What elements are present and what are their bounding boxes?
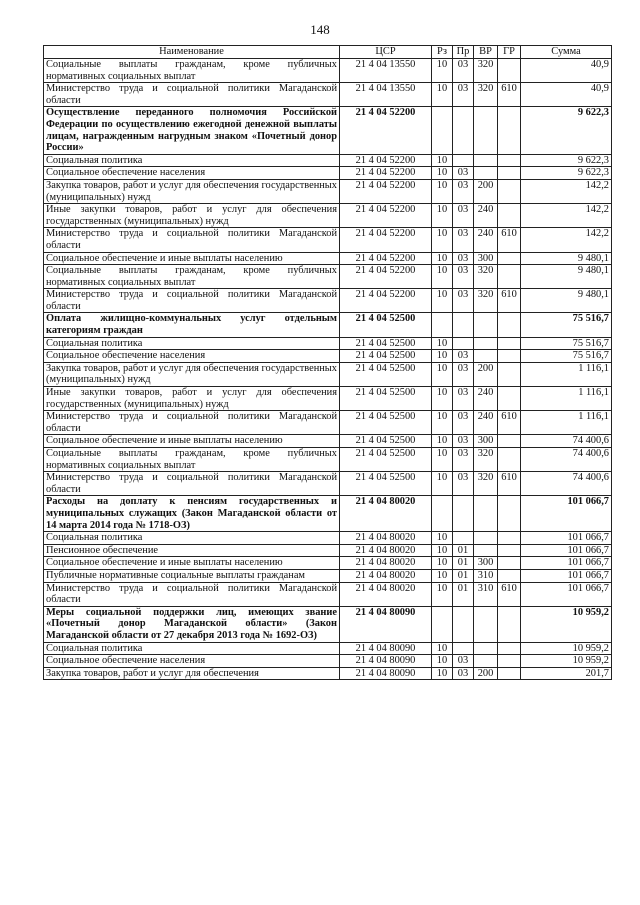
cell-csr: 21 4 04 52200 <box>340 179 432 203</box>
cell-pr: 03 <box>453 448 474 472</box>
cell-gr <box>498 606 521 642</box>
cell-vr <box>474 655 498 668</box>
cell-vr <box>474 350 498 363</box>
header-rz: Рз <box>432 46 453 59</box>
cell-vr: 300 <box>474 435 498 448</box>
table-row <box>44 362 612 386</box>
cell-vr: 320 <box>474 59 498 83</box>
cell-name: Расходы на доплату к пенсиям государственных и муниципальных служащих (Закон Магаданской области от 14 марта 2014 года № 1718-ОЗ) <box>44 496 340 532</box>
cell-name: Осуществление переданного полномочия Российской Федерации по осуществлению ежегодной денежной выплаты лицам, награжденным нагрудным знаком «Почетный донор России» <box>44 107 340 154</box>
table-row <box>44 606 612 642</box>
cell-name: Социальные выплаты гражданам, кроме публичных нормативных социальных выплат <box>44 448 340 472</box>
cell-vr: 310 <box>474 582 498 606</box>
cell-pr: 03 <box>453 167 474 180</box>
cell-name: Оплата жилищно-коммунальных услуг отдельным категориям граждан <box>44 313 340 337</box>
cell-vr <box>474 544 498 557</box>
table-header-row <box>44 46 612 59</box>
cell-vr <box>474 167 498 180</box>
cell-sum: 142,2 <box>521 179 612 203</box>
cell-sum: 40,9 <box>521 59 612 83</box>
table-row <box>44 179 612 203</box>
cell-csr: 21 4 04 13550 <box>340 83 432 107</box>
cell-gr <box>498 350 521 363</box>
cell-vr: 240 <box>474 204 498 228</box>
cell-name: Иные закупки товаров, работ и услуг для обеспечения государственных (муниципальных) нужд <box>44 387 340 411</box>
table-row <box>44 313 612 337</box>
cell-csr: 21 4 04 52500 <box>340 448 432 472</box>
cell-pr: 03 <box>453 435 474 448</box>
cell-sum: 1 116,1 <box>521 411 612 435</box>
cell-csr: 21 4 04 80090 <box>340 642 432 655</box>
cell-csr: 21 4 04 80090 <box>340 667 432 680</box>
cell-pr: 01 <box>453 557 474 570</box>
cell-gr: 610 <box>498 228 521 252</box>
cell-name: Социальное обеспечение и иные выплаты населению <box>44 252 340 265</box>
table-row <box>44 337 612 350</box>
cell-vr: 300 <box>474 557 498 570</box>
cell-gr <box>498 107 521 154</box>
cell-gr <box>498 667 521 680</box>
cell-vr <box>474 642 498 655</box>
cell-gr <box>498 179 521 203</box>
cell-csr: 21 4 04 52500 <box>340 387 432 411</box>
cell-rz: 10 <box>432 167 453 180</box>
cell-name: Министерство труда и социальной политики Магаданской области <box>44 289 340 313</box>
table-row <box>44 496 612 532</box>
cell-gr <box>498 362 521 386</box>
cell-csr: 21 4 04 13550 <box>340 59 432 83</box>
cell-vr <box>474 337 498 350</box>
cell-rz: 10 <box>432 582 453 606</box>
table-row <box>44 544 612 557</box>
cell-pr: 03 <box>453 472 474 496</box>
cell-sum: 74 400,6 <box>521 472 612 496</box>
cell-gr <box>498 569 521 582</box>
cell-gr <box>498 448 521 472</box>
cell-sum: 75 516,7 <box>521 337 612 350</box>
cell-csr: 21 4 04 52200 <box>340 154 432 167</box>
cell-name: Иные закупки товаров, работ и услуг для обеспечения государственных (муниципальных) нужд <box>44 204 340 228</box>
cell-rz <box>432 606 453 642</box>
table-row <box>44 582 612 606</box>
cell-csr: 21 4 04 52200 <box>340 204 432 228</box>
cell-vr: 320 <box>474 472 498 496</box>
cell-name: Социальное обеспечение и иные выплаты населению <box>44 435 340 448</box>
table-row <box>44 83 612 107</box>
cell-gr <box>498 557 521 570</box>
cell-vr: 200 <box>474 667 498 680</box>
cell-gr <box>498 337 521 350</box>
cell-gr <box>498 642 521 655</box>
header-pr: Пр <box>453 46 474 59</box>
cell-name: Министерство труда и социальной политики Магаданской области <box>44 83 340 107</box>
cell-rz: 10 <box>432 544 453 557</box>
cell-rz: 10 <box>432 642 453 655</box>
table-row <box>44 532 612 545</box>
cell-name: Социальные выплаты гражданам, кроме публичных нормативных социальных выплат <box>44 59 340 83</box>
cell-sum: 142,2 <box>521 228 612 252</box>
cell-vr <box>474 313 498 337</box>
budget-table <box>43 45 612 680</box>
cell-rz: 10 <box>432 59 453 83</box>
cell-vr <box>474 532 498 545</box>
cell-name: Социальное обеспечение населения <box>44 350 340 363</box>
cell-rz <box>432 313 453 337</box>
cell-name: Социальное обеспечение населения <box>44 655 340 668</box>
cell-csr: 21 4 04 52500 <box>340 337 432 350</box>
table-row <box>44 472 612 496</box>
cell-sum: 201,7 <box>521 667 612 680</box>
cell-gr <box>498 532 521 545</box>
cell-pr <box>453 154 474 167</box>
cell-sum: 75 516,7 <box>521 350 612 363</box>
cell-rz: 10 <box>432 569 453 582</box>
table-row <box>44 154 612 167</box>
cell-rz: 10 <box>432 532 453 545</box>
cell-pr: 03 <box>453 265 474 289</box>
table-row <box>44 252 612 265</box>
cell-pr <box>453 532 474 545</box>
table-row <box>44 59 612 83</box>
cell-vr: 240 <box>474 387 498 411</box>
cell-name: Министерство труда и социальной политики Магаданской области <box>44 472 340 496</box>
cell-vr: 240 <box>474 411 498 435</box>
cell-rz: 10 <box>432 387 453 411</box>
cell-csr: 21 4 04 80020 <box>340 557 432 570</box>
cell-pr <box>453 606 474 642</box>
cell-sum: 101 066,7 <box>521 496 612 532</box>
cell-vr <box>474 107 498 154</box>
cell-gr: 610 <box>498 411 521 435</box>
cell-csr: 21 4 04 52500 <box>340 435 432 448</box>
cell-name: Министерство труда и социальной политики Магаданской области <box>44 582 340 606</box>
cell-rz <box>432 107 453 154</box>
cell-pr <box>453 496 474 532</box>
cell-name: Министерство труда и социальной политики Магаданской области <box>44 228 340 252</box>
cell-rz: 10 <box>432 667 453 680</box>
page-number: 148 <box>310 22 330 37</box>
cell-rz: 10 <box>432 362 453 386</box>
cell-pr: 03 <box>453 228 474 252</box>
cell-sum: 101 066,7 <box>521 582 612 606</box>
cell-pr: 01 <box>453 544 474 557</box>
cell-rz: 10 <box>432 337 453 350</box>
cell-gr <box>498 204 521 228</box>
cell-pr: 03 <box>453 179 474 203</box>
cell-vr: 300 <box>474 252 498 265</box>
cell-sum: 9 622,3 <box>521 167 612 180</box>
cell-gr <box>498 544 521 557</box>
cell-pr: 03 <box>453 655 474 668</box>
table-row <box>44 435 612 448</box>
cell-sum: 9 480,1 <box>521 252 612 265</box>
header-vr: ВР <box>474 46 498 59</box>
header-sum: Сумма <box>521 46 612 59</box>
table-row <box>44 204 612 228</box>
cell-vr: 200 <box>474 179 498 203</box>
cell-vr: 320 <box>474 289 498 313</box>
cell-rz: 10 <box>432 204 453 228</box>
table-row <box>44 350 612 363</box>
cell-rz: 10 <box>432 557 453 570</box>
cell-gr <box>498 313 521 337</box>
table-row <box>44 289 612 313</box>
cell-csr: 21 4 04 52200 <box>340 107 432 154</box>
table-row <box>44 265 612 289</box>
cell-gr <box>498 435 521 448</box>
cell-pr: 03 <box>453 59 474 83</box>
cell-vr: 320 <box>474 265 498 289</box>
cell-name: Социальные выплаты гражданам, кроме публичных нормативных социальных выплат <box>44 265 340 289</box>
cell-csr: 21 4 04 52200 <box>340 289 432 313</box>
cell-pr: 03 <box>453 411 474 435</box>
cell-gr <box>498 252 521 265</box>
cell-rz: 10 <box>432 83 453 107</box>
table-row <box>44 387 612 411</box>
cell-csr: 21 4 04 52500 <box>340 313 432 337</box>
cell-vr: 240 <box>474 228 498 252</box>
cell-name: Социальное обеспечение населения <box>44 167 340 180</box>
cell-rz: 10 <box>432 448 453 472</box>
table-row <box>44 411 612 435</box>
cell-gr <box>498 154 521 167</box>
cell-rz: 10 <box>432 655 453 668</box>
cell-pr: 03 <box>453 667 474 680</box>
cell-pr: 01 <box>453 569 474 582</box>
cell-name: Закупка товаров, работ и услуг для обеспечения <box>44 667 340 680</box>
cell-csr: 21 4 04 52500 <box>340 350 432 363</box>
cell-rz: 10 <box>432 228 453 252</box>
table-body <box>44 59 612 680</box>
cell-pr: 03 <box>453 350 474 363</box>
cell-vr <box>474 606 498 642</box>
cell-sum: 9 480,1 <box>521 265 612 289</box>
table-row <box>44 569 612 582</box>
cell-name: Социальная политика <box>44 642 340 655</box>
cell-vr: 200 <box>474 362 498 386</box>
cell-sum: 75 516,7 <box>521 313 612 337</box>
cell-gr <box>498 387 521 411</box>
cell-gr: 610 <box>498 289 521 313</box>
cell-name: Публичные нормативные социальные выплаты гражданам <box>44 569 340 582</box>
cell-csr: 21 4 04 52200 <box>340 167 432 180</box>
cell-rz: 10 <box>432 435 453 448</box>
cell-sum: 142,2 <box>521 204 612 228</box>
header-csr: ЦСР <box>340 46 432 59</box>
cell-vr: 310 <box>474 569 498 582</box>
cell-rz: 10 <box>432 350 453 363</box>
cell-pr <box>453 107 474 154</box>
cell-pr: 03 <box>453 204 474 228</box>
cell-rz: 10 <box>432 411 453 435</box>
table-row <box>44 667 612 680</box>
table-row <box>44 107 612 154</box>
cell-rz: 10 <box>432 265 453 289</box>
cell-pr: 01 <box>453 582 474 606</box>
cell-sum: 9 480,1 <box>521 289 612 313</box>
cell-vr <box>474 496 498 532</box>
cell-name: Социальное обеспечение и иные выплаты населению <box>44 557 340 570</box>
cell-sum: 9 622,3 <box>521 107 612 154</box>
cell-pr: 03 <box>453 83 474 107</box>
cell-sum: 101 066,7 <box>521 544 612 557</box>
cell-sum: 10 959,2 <box>521 655 612 668</box>
table-row <box>44 557 612 570</box>
cell-csr: 21 4 04 52500 <box>340 362 432 386</box>
cell-rz: 10 <box>432 179 453 203</box>
cell-gr <box>498 265 521 289</box>
cell-sum: 74 400,6 <box>521 435 612 448</box>
cell-csr: 21 4 04 52200 <box>340 228 432 252</box>
cell-sum: 101 066,7 <box>521 569 612 582</box>
cell-name: Социальная политика <box>44 337 340 350</box>
cell-pr <box>453 337 474 350</box>
cell-sum: 10 959,2 <box>521 642 612 655</box>
cell-name: Меры социальной поддержки лиц, имеющих звание «Почетный донор Магаданской области» (Закон Магаданской области от 27 декабря 2013 года № 1692-ОЗ) <box>44 606 340 642</box>
cell-rz: 10 <box>432 472 453 496</box>
cell-rz: 10 <box>432 252 453 265</box>
cell-sum: 1 116,1 <box>521 387 612 411</box>
cell-sum: 101 066,7 <box>521 532 612 545</box>
cell-name: Социальная политика <box>44 532 340 545</box>
cell-csr: 21 4 04 80020 <box>340 544 432 557</box>
cell-sum: 1 116,1 <box>521 362 612 386</box>
cell-gr: 610 <box>498 472 521 496</box>
cell-csr: 21 4 04 52200 <box>340 252 432 265</box>
cell-sum: 40,9 <box>521 83 612 107</box>
table-row <box>44 642 612 655</box>
cell-rz: 10 <box>432 154 453 167</box>
cell-csr: 21 4 04 80020 <box>340 532 432 545</box>
cell-gr <box>498 167 521 180</box>
cell-pr: 03 <box>453 387 474 411</box>
cell-pr: 03 <box>453 362 474 386</box>
cell-sum: 10 959,2 <box>521 606 612 642</box>
cell-sum: 74 400,6 <box>521 448 612 472</box>
cell-gr: 610 <box>498 582 521 606</box>
cell-csr: 21 4 04 80020 <box>340 582 432 606</box>
cell-csr: 21 4 04 80020 <box>340 496 432 532</box>
cell-gr: 610 <box>498 83 521 107</box>
cell-csr: 21 4 04 80090 <box>340 655 432 668</box>
table-row <box>44 448 612 472</box>
cell-sum: 101 066,7 <box>521 557 612 570</box>
cell-name: Социальная политика <box>44 154 340 167</box>
cell-pr: 03 <box>453 252 474 265</box>
cell-csr: 21 4 04 52500 <box>340 472 432 496</box>
cell-gr <box>498 655 521 668</box>
cell-pr <box>453 642 474 655</box>
cell-gr <box>498 59 521 83</box>
table-row <box>44 655 612 668</box>
cell-name: Закупка товаров, работ и услуг для обеспечения государственных (муниципальных) нужд <box>44 362 340 386</box>
cell-name: Закупка товаров, работ и услуг для обеспечения государственных (муниципальных) нужд <box>44 179 340 203</box>
cell-rz <box>432 496 453 532</box>
header-gr: ГР <box>498 46 521 59</box>
cell-csr: 21 4 04 52200 <box>340 265 432 289</box>
table-row <box>44 228 612 252</box>
cell-csr: 21 4 04 52500 <box>340 411 432 435</box>
cell-name: Пенсионное обеспечение <box>44 544 340 557</box>
cell-pr <box>453 313 474 337</box>
cell-sum: 9 622,3 <box>521 154 612 167</box>
cell-vr <box>474 154 498 167</box>
cell-gr <box>498 496 521 532</box>
cell-csr: 21 4 04 80090 <box>340 606 432 642</box>
header-name: Наименование <box>44 46 340 59</box>
cell-csr: 21 4 04 80020 <box>340 569 432 582</box>
table-row <box>44 167 612 180</box>
cell-vr: 320 <box>474 83 498 107</box>
cell-pr: 03 <box>453 289 474 313</box>
cell-rz: 10 <box>432 289 453 313</box>
cell-name: Министерство труда и социальной политики Магаданской области <box>44 411 340 435</box>
cell-vr: 320 <box>474 448 498 472</box>
